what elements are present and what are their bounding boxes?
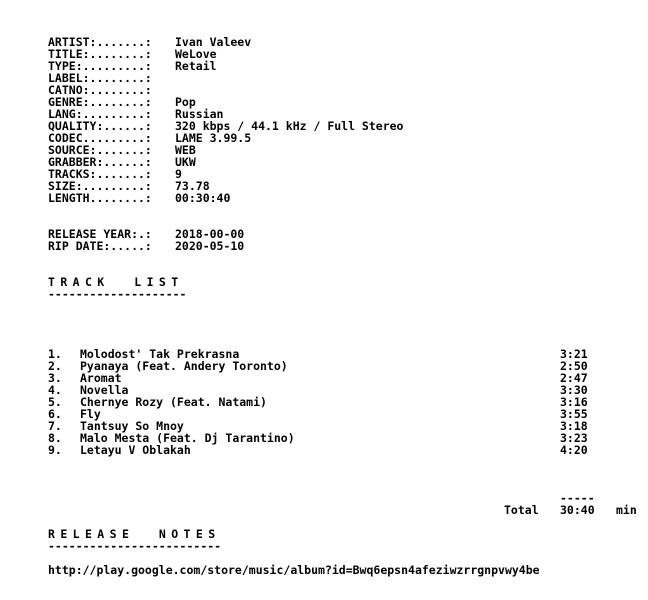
release-notes-heading: RELEASE NOTES — [48, 527, 221, 541]
track-title: Malo Mesta (Feat. Dj Tarantino) — [80, 431, 295, 445]
release-notes-underline: ------------------------- — [48, 539, 222, 553]
field-value: 00:30:40 — [175, 191, 231, 205]
field-value: Retail — [175, 59, 217, 73]
track-duration: 3:16 — [560, 395, 588, 409]
track-duration: 3:55 — [560, 407, 588, 421]
track-duration: 3:23 — [560, 431, 588, 445]
field-key: QUALITY:......: — [48, 119, 152, 133]
track-title: Fly — [80, 407, 101, 421]
track-list — [48, 348, 640, 456]
track-title: Molodost' Tak Prekrasna — [80, 347, 240, 361]
field-value: UKW — [175, 155, 196, 169]
track-number: 1. — [48, 347, 62, 361]
field-value: Russian — [175, 107, 224, 121]
total-unit: min — [616, 503, 637, 517]
dates-block — [48, 228, 640, 252]
field-value: 2018-00-00 — [175, 227, 245, 241]
field-value: 320 kbps / 44.1 kHz / Full Stereo — [175, 119, 404, 133]
field-rip-date — [48, 240, 640, 252]
total-value: 30:40 — [560, 503, 595, 517]
track-title: Tantsuy So Mnoy — [80, 419, 184, 433]
track-number: 3. — [48, 371, 62, 385]
track-title: Chernye Rozy (Feat. Natami) — [80, 395, 267, 409]
total-separator-line — [48, 492, 640, 504]
track-duration: 4:20 — [560, 443, 588, 457]
track-number: 5. — [48, 395, 62, 409]
field-key: SIZE:.........: — [48, 179, 152, 193]
track-number: 2. — [48, 359, 62, 373]
track-title: Pyanaya (Feat. Andery Toronto) — [80, 359, 288, 373]
track-number: 9. — [48, 443, 62, 457]
field-value: 73.78 — [175, 179, 210, 193]
field-key: SOURCE:.......: — [48, 143, 152, 157]
track-title: Aromat — [80, 371, 122, 385]
field-value: WEB — [175, 143, 196, 157]
nfo-document — [48, 36, 640, 576]
track-duration: 3:18 — [560, 419, 588, 433]
field-key: RELEASE YEAR:.: — [48, 227, 152, 241]
field-key: GRABBER:......: — [48, 155, 152, 169]
track-number: 8. — [48, 431, 62, 445]
album-url: http://play.google.com/store/music/album?id=Bwq6epsn4afeziwzrrgnpvwy4be — [48, 563, 540, 577]
track-duration: 2:50 — [560, 359, 588, 373]
track-title: Novella — [80, 383, 129, 397]
field-value: 2020-05-10 — [175, 239, 245, 253]
field-key: RIP DATE:.....: — [48, 239, 152, 253]
track-duration: 2:47 — [560, 371, 588, 385]
track-number: 7. — [48, 419, 62, 433]
track-number: 4. — [48, 383, 62, 397]
tracklist-heading: TRACK LIST — [48, 275, 184, 289]
field-key: TRACKS:.......: — [48, 167, 152, 181]
field-key: LENGTH........: — [48, 191, 152, 205]
field-key: CATNO:........: — [48, 83, 152, 97]
track-row — [48, 444, 640, 456]
field-key: LANG:.........: — [48, 107, 152, 121]
field-value: WeLove — [175, 47, 217, 61]
track-row — [48, 396, 640, 408]
field-key: ARTIST:.......: — [48, 35, 152, 49]
track-number: 6. — [48, 407, 62, 421]
track-title: Letayu V Oblakah — [80, 443, 191, 457]
total-line — [48, 504, 640, 516]
track-duration: 3:30 — [560, 383, 588, 397]
total-label: Total — [504, 503, 539, 517]
field-key: GENRE:........: — [48, 95, 152, 109]
track-duration: 3:21 — [560, 347, 588, 361]
release-info-block — [48, 36, 640, 204]
field-value: Ivan Valeev — [175, 35, 252, 49]
field-key: TITLE:........: — [48, 47, 152, 61]
field-value: LAME 3.99.5 — [175, 131, 252, 145]
field-key: LABEL:........: — [48, 71, 152, 85]
tracklist-underline: -------------------- — [48, 287, 187, 301]
total-separator: ----- — [560, 491, 595, 505]
track-row — [48, 360, 640, 372]
field-value: 9 — [175, 167, 182, 181]
field-length — [48, 192, 640, 204]
field-value: Pop — [175, 95, 196, 109]
field-key: TYPE:.........: — [48, 59, 152, 73]
field-key: CODEC.........: — [48, 131, 152, 145]
track-row — [48, 372, 640, 384]
